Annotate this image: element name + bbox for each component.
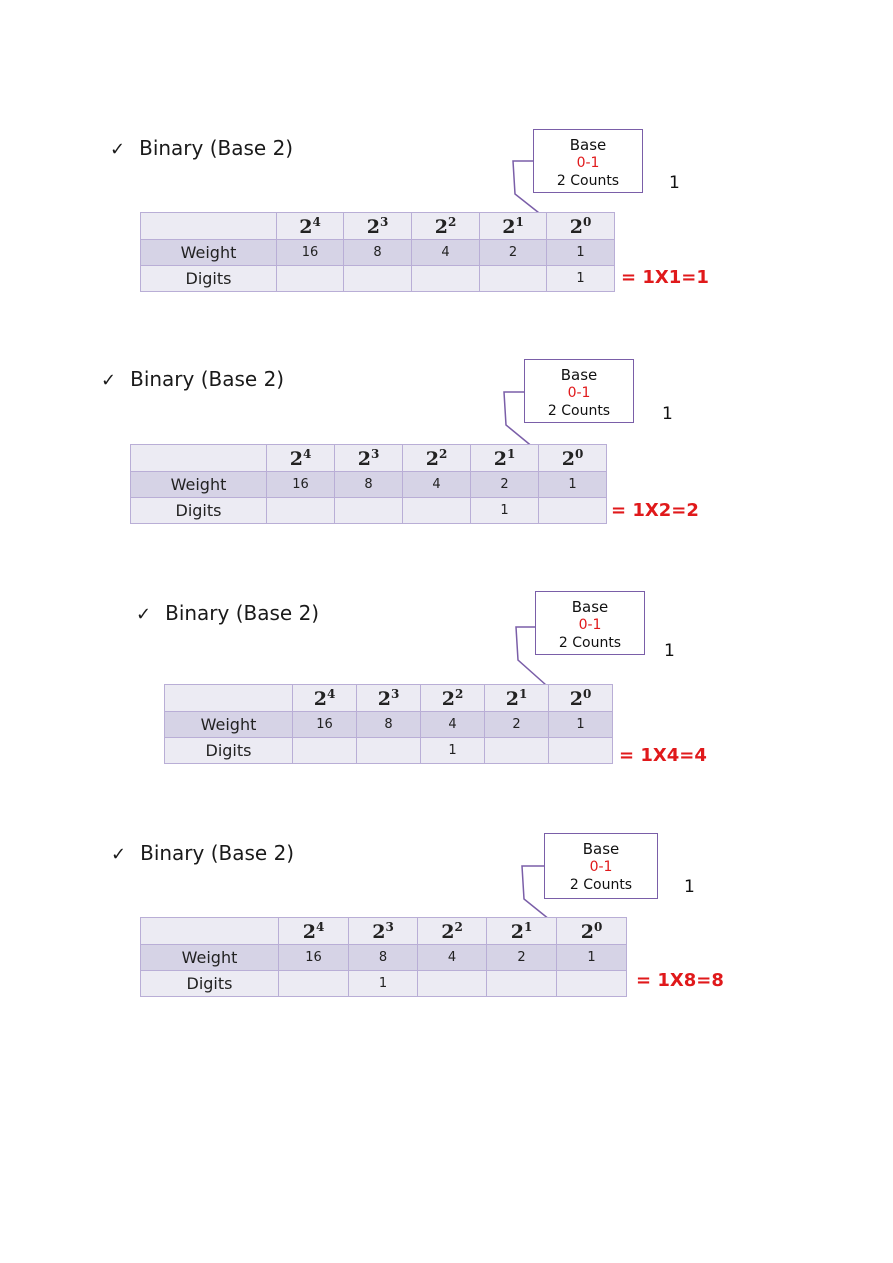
weight-cell: 16 (279, 945, 349, 971)
weight-cell: 2 (487, 945, 557, 971)
power-cell: $2^4$ (279, 918, 349, 945)
weight-cell: 4 (403, 472, 471, 498)
callout-title: Base (569, 136, 607, 154)
heading-text: Binary (Base 2) (140, 841, 295, 865)
callout-counts: 2 Counts (547, 403, 611, 419)
weight-label: Weight (141, 240, 277, 266)
weight-cell: 1 (557, 945, 627, 971)
count-value: 1 (684, 877, 695, 897)
digit-cell (487, 971, 557, 997)
corner-cell (141, 918, 279, 945)
power-cell: $2^4$ (293, 685, 357, 712)
callout-range: 0-1 (567, 385, 591, 401)
power-cell: $2^0$ (547, 213, 615, 240)
callout-range: 0-1 (589, 859, 613, 875)
callout-title: Base (571, 598, 609, 616)
count-value: 1 (662, 404, 673, 424)
check-icon: ✓ (110, 139, 126, 160)
binary-table (140, 917, 627, 997)
weight-cell: 1 (549, 712, 613, 738)
power-cell: $2^0$ (549, 685, 613, 712)
power-cell: $2^3$ (349, 918, 418, 945)
result-text: = 1X1=1 (621, 267, 709, 288)
result-text: = 1X8=8 (636, 970, 724, 991)
power-cell: $2^4$ (267, 445, 335, 472)
power-cell: $2^2$ (421, 685, 485, 712)
digits-label: Digits (141, 971, 279, 997)
weight-cell: 2 (485, 712, 549, 738)
callout-counts: 2 Counts (556, 173, 620, 189)
power-cell: $2^2$ (403, 445, 471, 472)
heading-text: Binary (Base 2) (139, 136, 294, 160)
weight-cell: 1 (539, 472, 607, 498)
power-cell: $2^3$ (344, 213, 412, 240)
digit-cell (279, 971, 349, 997)
power-cell: $2^1$ (471, 445, 539, 472)
heading-text: Binary (Base 2) (130, 367, 285, 391)
count-value: 1 (669, 173, 680, 193)
callout-range: 0-1 (578, 617, 602, 633)
power-cell: $2^2$ (418, 918, 487, 945)
callout-title: Base (582, 840, 620, 858)
weight-label: Weight (141, 945, 279, 971)
power-cell: $2^3$ (335, 445, 403, 472)
check-icon: ✓ (136, 604, 152, 625)
callout-counts: 2 Counts (558, 635, 622, 651)
weight-cell: 16 (277, 240, 344, 266)
digits-row (141, 971, 627, 997)
digits-label: Digits (131, 498, 267, 524)
digit-cell (557, 971, 627, 997)
power-cell: $2^4$ (277, 213, 344, 240)
power-cell: $2^3$ (357, 685, 421, 712)
power-cell: $2^1$ (487, 918, 557, 945)
power-cell: $2^0$ (539, 445, 607, 472)
callout-counts: 2 Counts (569, 877, 633, 893)
weight-cell: 4 (418, 945, 487, 971)
weight-row (141, 945, 627, 971)
callout-range: 0-1 (576, 155, 600, 171)
weight-cell: 8 (349, 945, 418, 971)
weight-cell: 8 (344, 240, 412, 266)
check-icon: ✓ (111, 844, 127, 865)
weight-label: Weight (165, 712, 293, 738)
weight-cell: 8 (357, 712, 421, 738)
power-cell: $2^1$ (485, 685, 549, 712)
weight-cell: 8 (335, 472, 403, 498)
power-cell: $2^1$ (480, 213, 547, 240)
digits-label: Digits (141, 266, 277, 292)
weight-cell: 1 (547, 240, 615, 266)
weight-cell: 2 (480, 240, 547, 266)
check-icon: ✓ (101, 370, 117, 391)
result-text: = 1X4=4 (619, 745, 707, 766)
weight-cell: 16 (293, 712, 357, 738)
count-value: 1 (664, 641, 675, 661)
digit-cell: 1 (421, 738, 485, 764)
weight-cell: 16 (267, 472, 335, 498)
callout-title: Base (560, 366, 598, 384)
weight-cell: 2 (471, 472, 539, 498)
power-cell: $2^0$ (557, 918, 627, 945)
weight-label: Weight (131, 472, 267, 498)
digit-cell: 1 (349, 971, 418, 997)
heading-text: Binary (Base 2) (165, 601, 320, 625)
digits-label: Digits (165, 738, 293, 764)
weight-cell: 4 (412, 240, 480, 266)
digit-cell: 1 (471, 498, 539, 524)
power-cell: $2^2$ (412, 213, 480, 240)
weight-cell: 4 (421, 712, 485, 738)
powers-row (141, 918, 627, 945)
digit-cell: 1 (547, 266, 615, 292)
digit-cell (418, 971, 487, 997)
result-text: = 1X2=2 (611, 500, 699, 521)
